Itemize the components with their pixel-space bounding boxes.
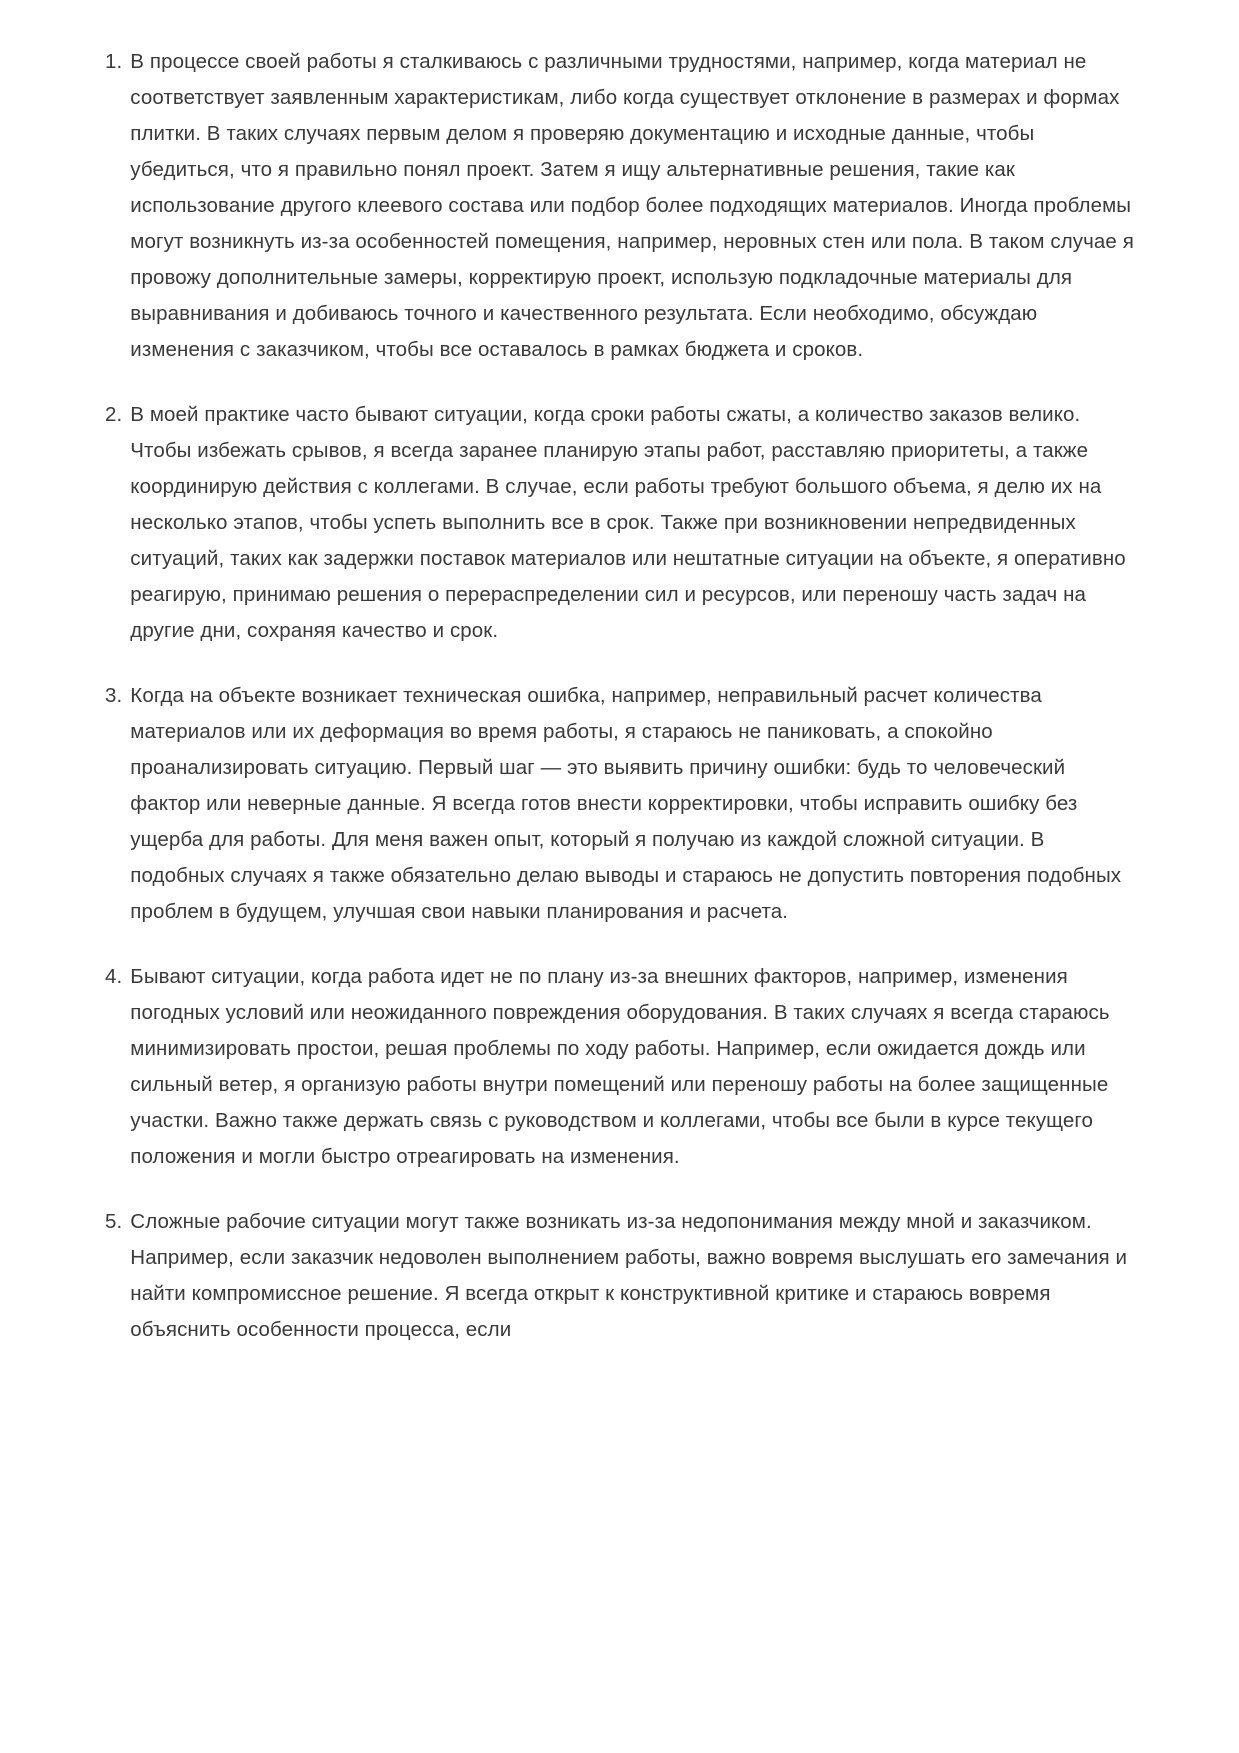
list-item (105, 44, 1139, 368)
list-item-number: 1. (105, 50, 123, 73)
list-item-number: 5. (105, 1210, 123, 1233)
list-item-text: Бывают ситуации, когда работа идет не по плану из-за внешних факторов, например, изменения погодных условий или неожиданного повреждения оборудования. В таких случаях я всегда стараюсь минимизировать простои, решая проблемы по ходу работы. Например, если ожидается дождь или сильный ветер, я организую работы внутри помещений или переношу работы на более защищенные участки. Важно также держать связь с руководством и коллегами, чтобы все были в курсе текущего положения и могли быстро отреагировать на изменения. (130, 965, 1110, 1168)
list-item (105, 678, 1139, 930)
list-item-text: В процессе своей работы я сталкиваюсь с различными трудностями, например, когда материал не соответствует заявленным характеристикам, либо когда существует отклонение в размерах и формах плитки. В таких случаях первым делом я проверяю документацию и исходные данные, чтобы убедиться, что я правильно понял проект. Затем я ищу альтернативные решения, такие как использование другого клеевого состава или подбор более подходящих материалов. Иногда проблемы могут возникнуть из-за особенностей помещения, например, неровных стен или пола. В таком случае я провожу дополнительные замеры, корректирую проект, использую подкладочные материалы для выравнивания и добиваюсь точного и качественного результата. Если необходимо, обсуждаю изменения с заказчиком, чтобы все оставалось в рамках бюджета и сроков. (130, 50, 1134, 361)
list-item (105, 1204, 1139, 1348)
list-item-number: 4. (105, 965, 123, 988)
list-item-text: Сложные рабочие ситуации могут также возникать из-за недопонимания между мной и заказчиком. Например, если заказчик недоволен выполнением работы, важно вовремя выслушать его замечания и найти компромиссное решение. Я всегда открыт к конструктивной критике и стараюсь вовремя объяснить особенности процесса, если (130, 1210, 1127, 1341)
list-item-number: 2. (105, 403, 123, 426)
list-item (105, 397, 1139, 649)
list-item-number: 3. (105, 684, 123, 707)
numbered-list (105, 44, 1139, 1348)
list-item-text: Когда на объекте возникает техническая ошибка, например, неправильный расчет количества материалов или их деформация во время работы, я стараюсь не паниковать, а спокойно проанализировать ситуацию. Первый шаг — это выявить причину ошибки: будь то человеческий фактор или неверные данные. Я всегда готов внести корректировки, чтобы исправить ошибку без ущерба для работы. Для меня важен опыт, который я получаю из каждой сложной ситуации. В подобных случаях я также обязательно делаю выводы и стараюсь не допустить повторения подобных проблем в будущем, улучшая свои навыки планирования и расчета. (130, 684, 1122, 923)
list-item-text: В моей практике часто бывают ситуации, когда сроки работы сжаты, а количество заказов велико. Чтобы избежать срывов, я всегда заранее планирую этапы работ, расставляю приоритеты, а также координирую действия с коллегами. В случае, если работы требуют большого объема, я делю их на несколько этапов, чтобы успеть выполнить все в срок. Также при возникновении непредвиденных ситуаций, таких как задержки поставок материалов или нештатные ситуации на объекте, я оперативно реагирую, принимаю решения о перераспределении сил и ресурсов, или переношу часть задач на другие дни, сохраняя качество и срок. (130, 403, 1126, 642)
list-item (105, 959, 1139, 1175)
